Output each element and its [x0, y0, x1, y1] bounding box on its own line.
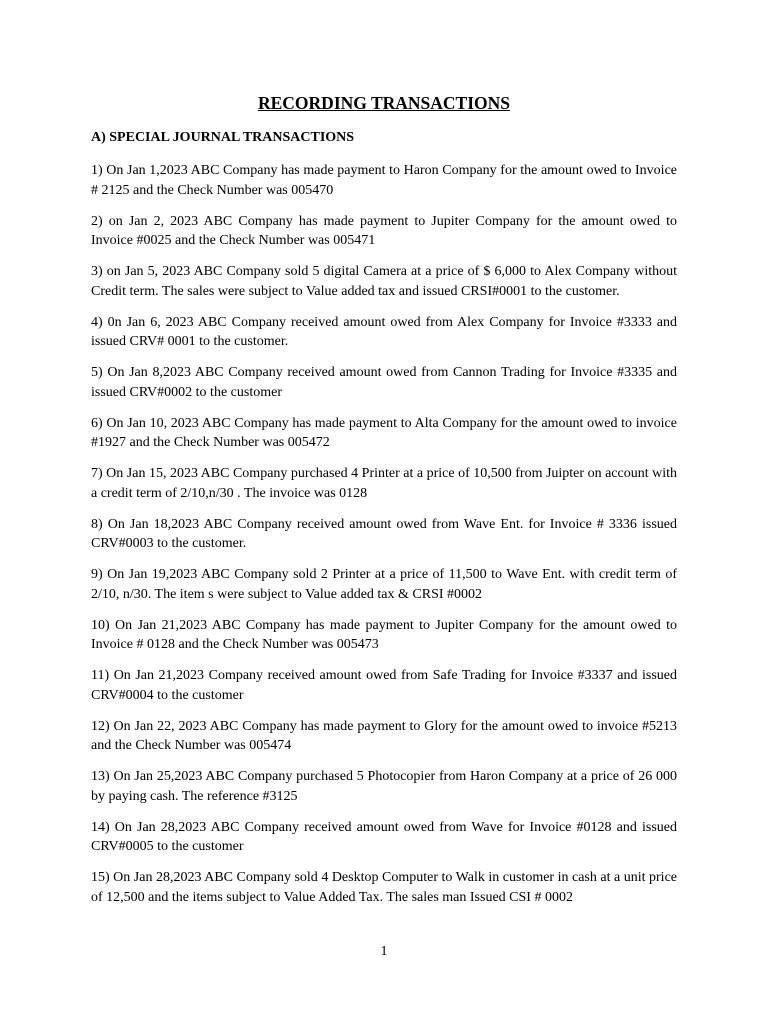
transaction-item-1: 1) On Jan 1,2023 ABC Company has made payment to Haron Company for the amount owed to Invoice # 2125 and the Check Number was 005470: [91, 163, 677, 198]
transaction-item-6: 6) On Jan 10, 2023 ABC Company has made payment to Alta Company for the amount owed to invoice #1927 and the Check Number was 005472: [91, 415, 677, 450]
page-number: 1: [380, 944, 388, 959]
transaction-item-2: 2) on Jan 2, 2023 ABC Company has made payment to Jupiter Company for the amount owed to Invoice #0025 and the Check Number was 005471: [91, 213, 677, 248]
transaction-item-7: 7) On Jan 15, 2023 ABC Company purchased 4 Printer at a price of 10,500 from Juipter on account with a credit term of 2/10,n/30 . The invoice was 0128: [91, 466, 677, 501]
transaction-item-13: 13) On Jan 25,2023 ABC Company purchased 5 Photocopier from Haron Company at a price of 26 000 by paying cash. The reference #3125: [91, 769, 677, 804]
transaction-item-11: 11) On Jan 21,2023 Company received amount owed from Safe Trading for Invoice #3337 and issued CRV#0004 to the customer: [91, 668, 677, 703]
transaction-item-5: 5) On Jan 8,2023 ABC Company received amount owed from Cannon Trading for Invoice #3335 and issued CRV#0002 to the customer: [91, 365, 677, 400]
transaction-item-14: 14) On Jan 28,2023 ABC Company received amount owed from Wave for Invoice #0128 and issued CRV#0005 to the customer: [91, 819, 677, 854]
transaction-item-10: 10) On Jan 21,2023 ABC Company has made payment to Jupiter Company for the amount owed to Invoice # 0128 and the Check Number was 005473: [91, 617, 677, 652]
transaction-item-9: 9) On Jan 19,2023 ABC Company sold 2 Printer at a price of 11,500 to Wave Ent. with credit term of 2/10, n/30. The item s were subject to Value added tax & CRSI #0002: [91, 567, 677, 602]
transaction-item-3: 3) on Jan 5, 2023 ABC Company sold 5 digital Camera at a price of $ 6,000 to Alex Company without Credit term. The sales were subject to Value added tax and issued CRSI#0001 to the customer.: [91, 264, 677, 299]
transaction-item-4: 4) 0n Jan 6, 2023 ABC Company received amount owed from Alex Company for Invoice #3333 and issued CRV# 0001 to the customer.: [91, 314, 677, 349]
transaction-list: [91, 161, 677, 919]
transaction-item-8: 8) On Jan 18,2023 ABC Company received amount owed from Wave Ent. for Invoice # 3336 issued CRV#0003 to the customer.: [91, 516, 677, 551]
document-title: RECORDING TRANSACTIONS: [257, 93, 510, 113]
section-heading: A) SPECIAL JOURNAL TRANSACTIONS: [91, 130, 355, 145]
transaction-item-15: 15) On Jan 28,2023 ABC Company sold 4 Desktop Computer to Walk in customer in cash at a unit price of 12,500 and the items subject to Value Added Tax. The sales man Issued CSI # 0002: [91, 870, 677, 905]
transaction-item-12: 12) On Jan 22, 2023 ABC Company has made payment to Glory for the amount owed to invoice #5213 and the Check Number was 005474: [91, 718, 677, 753]
